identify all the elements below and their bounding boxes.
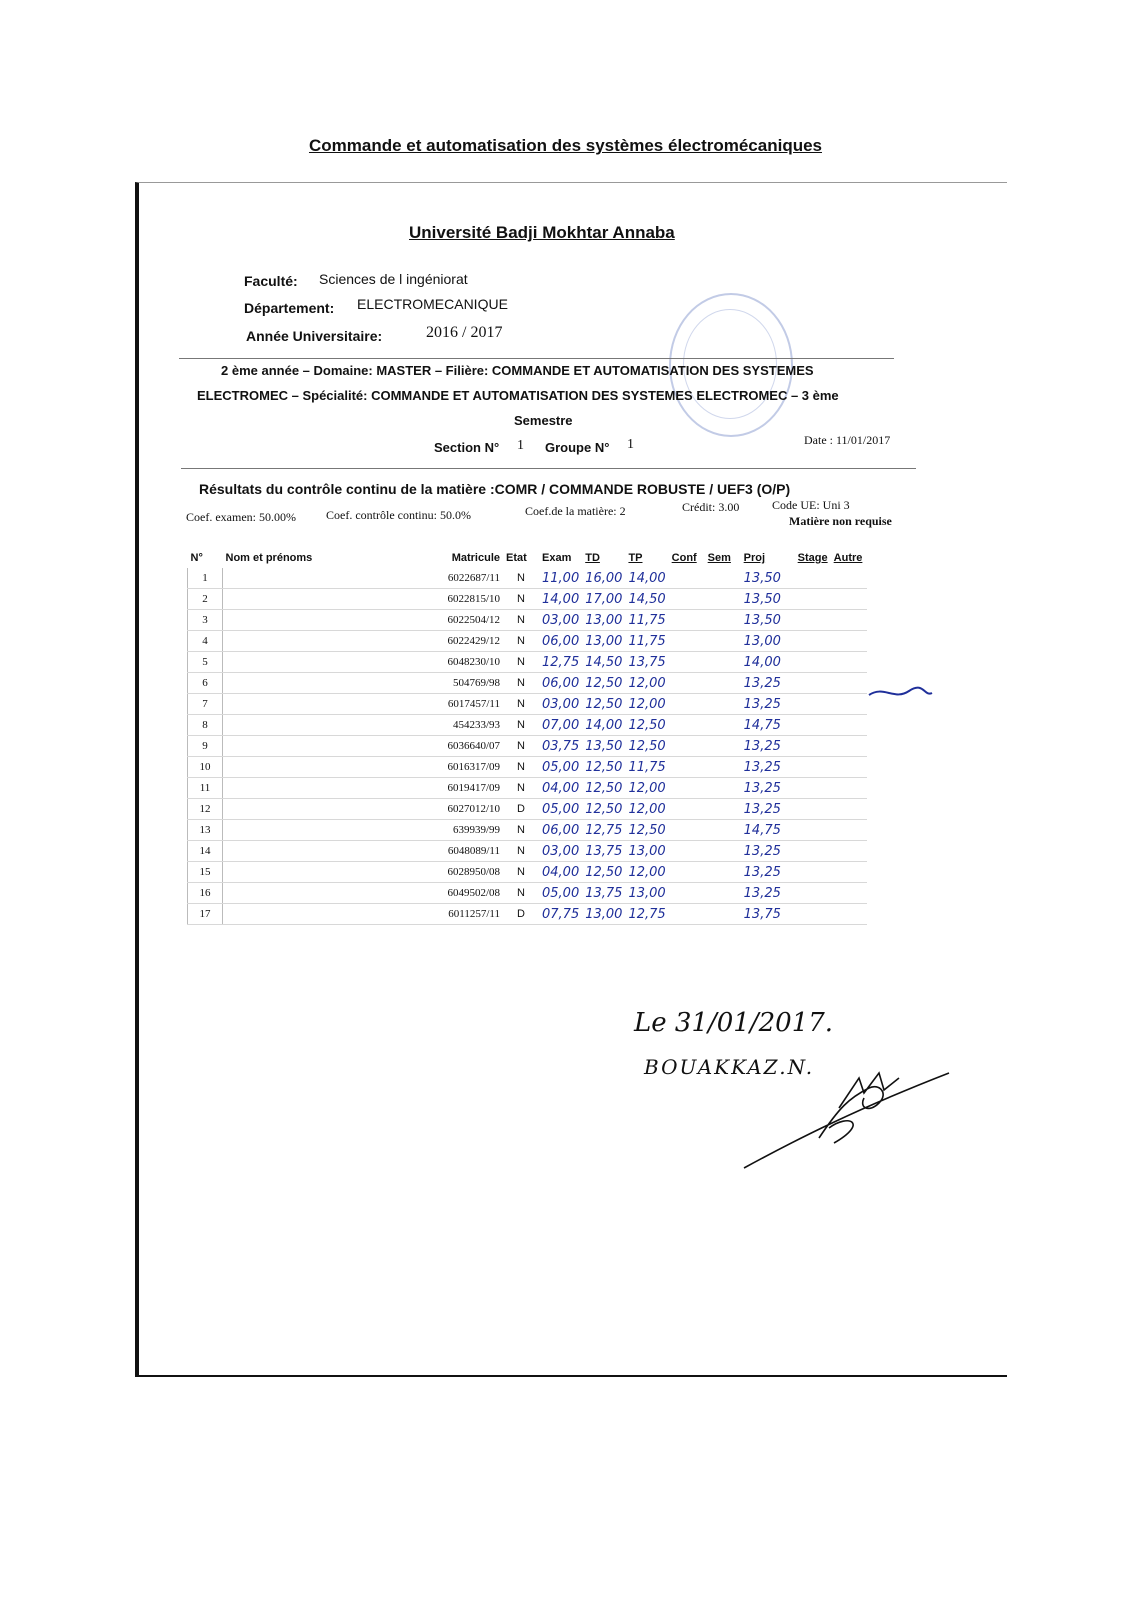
row-td: 12,50 xyxy=(582,757,625,778)
row-number: 17 xyxy=(188,904,223,925)
row-proj: 13,25 xyxy=(741,757,795,778)
row-number: 8 xyxy=(188,715,223,736)
row-td: 13,00 xyxy=(582,631,625,652)
row-number: 12 xyxy=(188,799,223,820)
row-exam: 07,00 xyxy=(539,715,582,736)
row-conf xyxy=(669,673,705,694)
row-td: 12,50 xyxy=(582,862,625,883)
row-etat: N xyxy=(503,862,539,883)
document-title: Commande et automatisation des systèmes électromécaniques xyxy=(308,136,822,155)
row-stage xyxy=(795,757,831,778)
row-tp: 14,50 xyxy=(625,589,668,610)
table-header-row xyxy=(188,548,867,568)
row-number: 3 xyxy=(188,610,223,631)
row-etat: D xyxy=(503,799,539,820)
row-proj: 13,25 xyxy=(741,778,795,799)
row-etat: N xyxy=(503,715,539,736)
row-sem xyxy=(705,589,741,610)
row-sem xyxy=(705,694,741,715)
resultats-line: Résultats du contrôle continu de la matière :COMR / COMMANDE ROBUSTE / UEF3 (O/P) xyxy=(199,481,791,497)
row-etat: D xyxy=(503,904,539,925)
row-tp: 13,00 xyxy=(625,883,668,904)
row-sem xyxy=(705,841,741,862)
row-stage xyxy=(795,715,831,736)
signature xyxy=(739,1068,959,1178)
row-exam: 05,00 xyxy=(539,799,582,820)
row-stage xyxy=(795,862,831,883)
row-matricule: 504769/98 xyxy=(419,673,503,694)
row-matricule: 6022504/12 xyxy=(419,610,503,631)
row-tp: 12,75 xyxy=(625,904,668,925)
table-row xyxy=(188,715,867,736)
row-exam: 06,00 xyxy=(539,631,582,652)
row-exam: 05,00 xyxy=(539,757,582,778)
row-td: 16,00 xyxy=(582,568,625,589)
table-row xyxy=(188,631,867,652)
row-exam: 14,00 xyxy=(539,589,582,610)
row-td: 12,50 xyxy=(582,799,625,820)
row-tp: 12,00 xyxy=(625,778,668,799)
col-header-sem: Sem xyxy=(707,552,731,564)
row-conf xyxy=(669,715,705,736)
row-matricule: 6049502/08 xyxy=(419,883,503,904)
row-matricule: 6017457/11 xyxy=(419,694,503,715)
row-sem xyxy=(705,904,741,925)
row-sem xyxy=(705,862,741,883)
row-sem xyxy=(705,757,741,778)
row-sem xyxy=(705,799,741,820)
table-row xyxy=(188,589,867,610)
row-exam: 04,00 xyxy=(539,862,582,883)
row-autre xyxy=(831,841,867,862)
program-line-2: ELECTROMEC – Spécialité: COMMANDE ET AUTOMATISATION DES SYSTEMES ELECTROMEC – 3 ème xyxy=(197,388,839,403)
row-matricule: 6028950/08 xyxy=(419,862,503,883)
row-proj: 14,00 xyxy=(741,652,795,673)
row-autre xyxy=(831,652,867,673)
row-tp: 12,00 xyxy=(625,673,668,694)
row-name xyxy=(223,778,420,799)
row-stage xyxy=(795,778,831,799)
row-sem xyxy=(705,736,741,757)
row-sem xyxy=(705,820,741,841)
row-exam: 03,00 xyxy=(539,841,582,862)
code-ue: Code UE: Uni 3 xyxy=(772,498,850,512)
row-conf xyxy=(669,820,705,841)
row-sem xyxy=(705,673,741,694)
row-etat: N xyxy=(503,694,539,715)
row-matricule: 6011257/11 xyxy=(419,904,503,925)
row-name xyxy=(223,610,420,631)
row-tp: 12,50 xyxy=(625,736,668,757)
matiere-non-requise: Matière non requise xyxy=(789,514,892,528)
row-td: 13,00 xyxy=(582,610,625,631)
row-stage xyxy=(795,904,831,925)
row-autre xyxy=(831,778,867,799)
row-number: 1 xyxy=(188,568,223,589)
row-stage xyxy=(795,652,831,673)
row-conf xyxy=(669,610,705,631)
row-name xyxy=(223,883,420,904)
table-row xyxy=(188,694,867,715)
row-name xyxy=(223,736,420,757)
row-autre xyxy=(831,589,867,610)
row-matricule: 454233/93 xyxy=(419,715,503,736)
row-number: 16 xyxy=(188,883,223,904)
row-sem xyxy=(705,778,741,799)
row-proj: 13,50 xyxy=(741,610,795,631)
row-exam: 11,00 xyxy=(539,568,582,589)
row-proj: 13,25 xyxy=(741,883,795,904)
row-proj: 14,75 xyxy=(741,715,795,736)
row-td: 12,50 xyxy=(582,778,625,799)
row-number: 2 xyxy=(188,589,223,610)
section-label: Section N° xyxy=(434,440,500,455)
row-tp: 11,75 xyxy=(625,610,668,631)
row-number: 6 xyxy=(188,673,223,694)
row-matricule: 6022815/10 xyxy=(419,589,503,610)
row-proj: 13,25 xyxy=(741,694,795,715)
row-matricule: 6016317/09 xyxy=(419,757,503,778)
row-proj: 13,25 xyxy=(741,862,795,883)
coef-matiere: Coef.de la matière: 2 xyxy=(525,504,626,518)
row-matricule: 6027012/10 xyxy=(419,799,503,820)
row-conf xyxy=(669,652,705,673)
row-td: 17,00 xyxy=(582,589,625,610)
row-exam: 03,00 xyxy=(539,694,582,715)
row-proj: 14,75 xyxy=(741,820,795,841)
row-autre xyxy=(831,883,867,904)
col-header-exam: Exam xyxy=(542,552,572,564)
credit: Crédit: 3.00 xyxy=(682,500,740,514)
row-conf xyxy=(669,757,705,778)
row-etat: N xyxy=(503,757,539,778)
row-name xyxy=(223,652,420,673)
table-row xyxy=(188,568,867,589)
row-autre xyxy=(831,631,867,652)
row-name xyxy=(223,862,420,883)
row-etat: N xyxy=(503,610,539,631)
row-sem xyxy=(705,652,741,673)
col-header-td: TD xyxy=(585,552,600,564)
row-number: 4 xyxy=(188,631,223,652)
row-name xyxy=(223,757,420,778)
row-stage xyxy=(795,694,831,715)
row-name xyxy=(223,820,420,841)
row-conf xyxy=(669,778,705,799)
row-name xyxy=(223,589,420,610)
row-tp: 11,75 xyxy=(625,631,668,652)
table-row xyxy=(188,610,867,631)
annee-value: 2016 / 2017 xyxy=(426,324,503,341)
row-exam: 06,00 xyxy=(539,673,582,694)
table-row xyxy=(188,652,867,673)
section-value: 1 xyxy=(517,438,524,453)
row-proj: 13,25 xyxy=(741,799,795,820)
row-tp: 12,50 xyxy=(625,715,668,736)
row-exam: 03,75 xyxy=(539,736,582,757)
table-row xyxy=(188,757,867,778)
row-conf xyxy=(669,841,705,862)
program-line-1: 2 ème année – Domaine: MASTER – Filière: COMMANDE ET AUTOMATISATION DES SYSTEMES xyxy=(221,363,814,378)
row-td: 14,50 xyxy=(582,652,625,673)
row-tp: 14,00 xyxy=(625,568,668,589)
row-td: 13,00 xyxy=(582,904,625,925)
row-stage xyxy=(795,610,831,631)
row-td: 12,50 xyxy=(582,673,625,694)
row-td: 14,00 xyxy=(582,715,625,736)
row-name xyxy=(223,694,420,715)
row-autre xyxy=(831,820,867,841)
table-row xyxy=(188,736,867,757)
row-tp: 13,00 xyxy=(625,841,668,862)
row-number: 15 xyxy=(188,862,223,883)
scanned-sheet xyxy=(135,182,1007,1377)
groupe-value: 1 xyxy=(627,437,634,452)
row-exam: 04,00 xyxy=(539,778,582,799)
table-row xyxy=(188,862,867,883)
row-exam: 03,00 xyxy=(539,610,582,631)
row-number: 14 xyxy=(188,841,223,862)
coef-examen: Coef. examen: 50.00% xyxy=(186,510,296,524)
row-autre xyxy=(831,715,867,736)
row-proj: 13,25 xyxy=(741,736,795,757)
row-tp: 12,00 xyxy=(625,862,668,883)
row-proj: 13,50 xyxy=(741,568,795,589)
col-header-proj: Proj xyxy=(743,552,766,564)
row-conf xyxy=(669,736,705,757)
row-exam: 12,75 xyxy=(539,652,582,673)
row-number: 5 xyxy=(188,652,223,673)
row-proj: 13,25 xyxy=(741,673,795,694)
row-exam: 05,00 xyxy=(539,883,582,904)
row-stage xyxy=(795,673,831,694)
row-name xyxy=(223,715,420,736)
row-stage xyxy=(795,820,831,841)
grades-table xyxy=(187,548,867,925)
row-etat: N xyxy=(503,652,539,673)
row-number: 7 xyxy=(188,694,223,715)
row-number: 10 xyxy=(188,757,223,778)
table-row xyxy=(188,778,867,799)
row-tp: 11,75 xyxy=(625,757,668,778)
col-header-conf: Conf xyxy=(671,552,697,564)
row-sem xyxy=(705,883,741,904)
table-row xyxy=(188,883,867,904)
groupe-label: Groupe N° xyxy=(545,440,610,455)
row-conf xyxy=(669,904,705,925)
table-row xyxy=(188,841,867,862)
row-td: 12,75 xyxy=(582,820,625,841)
row-matricule: 6022429/12 xyxy=(419,631,503,652)
row-sem xyxy=(705,568,741,589)
table-row xyxy=(188,799,867,820)
table-row xyxy=(188,904,867,925)
col-header-autre: Autre xyxy=(833,552,863,564)
row-etat: N xyxy=(503,820,539,841)
row-autre xyxy=(831,862,867,883)
row-tp: 12,50 xyxy=(625,820,668,841)
row-stage xyxy=(795,589,831,610)
row-matricule: 639939/99 xyxy=(419,820,503,841)
row-td: 13,75 xyxy=(582,841,625,862)
row-autre xyxy=(831,610,867,631)
row-number: 13 xyxy=(188,820,223,841)
row-etat: N xyxy=(503,883,539,904)
table-row xyxy=(188,820,867,841)
row-tp: 12,00 xyxy=(625,694,668,715)
table-row xyxy=(188,673,867,694)
handwritten-date: Le 31/01/2017. xyxy=(634,1008,834,1038)
row-proj: 13,00 xyxy=(741,631,795,652)
row-autre xyxy=(831,568,867,589)
row-name xyxy=(223,904,420,925)
row-etat: N xyxy=(503,778,539,799)
faculte-label: Faculté: xyxy=(244,273,298,289)
row-name xyxy=(223,631,420,652)
faculte-value: Sciences de l ingéniorat xyxy=(319,271,468,287)
row-proj: 13,75 xyxy=(741,904,795,925)
row-proj: 13,50 xyxy=(741,589,795,610)
handwritten-name: BOUAKKAZ.N. xyxy=(644,1055,815,1079)
row-name xyxy=(223,799,420,820)
row-etat: N xyxy=(503,568,539,589)
row-sem xyxy=(705,631,741,652)
col-header-name: Nom et prénoms xyxy=(225,552,313,564)
row-7-mark xyxy=(864,683,934,703)
row-matricule: 6022687/11 xyxy=(419,568,503,589)
row-matricule: 6048089/11 xyxy=(419,841,503,862)
row-td: 12,50 xyxy=(582,694,625,715)
row-exam: 06,00 xyxy=(539,820,582,841)
col-header-tp: TP xyxy=(628,552,643,564)
row-stage xyxy=(795,799,831,820)
row-number: 9 xyxy=(188,736,223,757)
coef-controle: Coef. contrôle continu: 50.0% xyxy=(326,508,471,522)
row-matricule: 6048230/10 xyxy=(419,652,503,673)
row-etat: N xyxy=(503,631,539,652)
row-matricule: 6036640/07 xyxy=(419,736,503,757)
col-header-number: N° xyxy=(190,552,203,564)
annee-label: Année Universitaire: xyxy=(246,328,383,344)
row-number: 11 xyxy=(188,778,223,799)
row-name xyxy=(223,841,420,862)
row-autre xyxy=(831,904,867,925)
row-td: 13,75 xyxy=(582,883,625,904)
row-etat: N xyxy=(503,736,539,757)
row-autre xyxy=(831,757,867,778)
row-sem xyxy=(705,610,741,631)
row-etat: N xyxy=(503,673,539,694)
row-sem xyxy=(705,715,741,736)
row-autre xyxy=(831,694,867,715)
row-conf xyxy=(669,694,705,715)
col-header-matricule: Matricule xyxy=(451,552,500,564)
row-matricule: 6019417/09 xyxy=(419,778,503,799)
row-tp: 12,00 xyxy=(625,799,668,820)
row-autre xyxy=(831,673,867,694)
row-tp: 13,75 xyxy=(625,652,668,673)
row-conf xyxy=(669,883,705,904)
date-text: Date : 11/01/2017 xyxy=(804,433,891,447)
row-stage xyxy=(795,568,831,589)
row-name xyxy=(223,568,420,589)
row-conf xyxy=(669,589,705,610)
row-proj: 13,25 xyxy=(741,841,795,862)
row-etat: N xyxy=(503,589,539,610)
row-conf xyxy=(669,799,705,820)
row-conf xyxy=(669,862,705,883)
row-etat: N xyxy=(503,841,539,862)
row-conf xyxy=(669,568,705,589)
row-td: 13,50 xyxy=(582,736,625,757)
row-exam: 07,75 xyxy=(539,904,582,925)
row-stage xyxy=(795,841,831,862)
row-stage xyxy=(795,631,831,652)
row-autre xyxy=(831,736,867,757)
departement-value: ELECTROMECANIQUE xyxy=(357,296,508,312)
row-stage xyxy=(795,736,831,757)
program-line-3: Semestre xyxy=(514,413,573,428)
row-conf xyxy=(669,631,705,652)
departement-label: Département: xyxy=(244,300,335,316)
row-autre xyxy=(831,799,867,820)
col-header-etat: Etat xyxy=(506,552,527,564)
university-name: Université Badji Mokhtar Annaba xyxy=(409,223,675,242)
row-stage xyxy=(795,883,831,904)
col-header-stage: Stage xyxy=(797,552,828,564)
row-name xyxy=(223,673,420,694)
